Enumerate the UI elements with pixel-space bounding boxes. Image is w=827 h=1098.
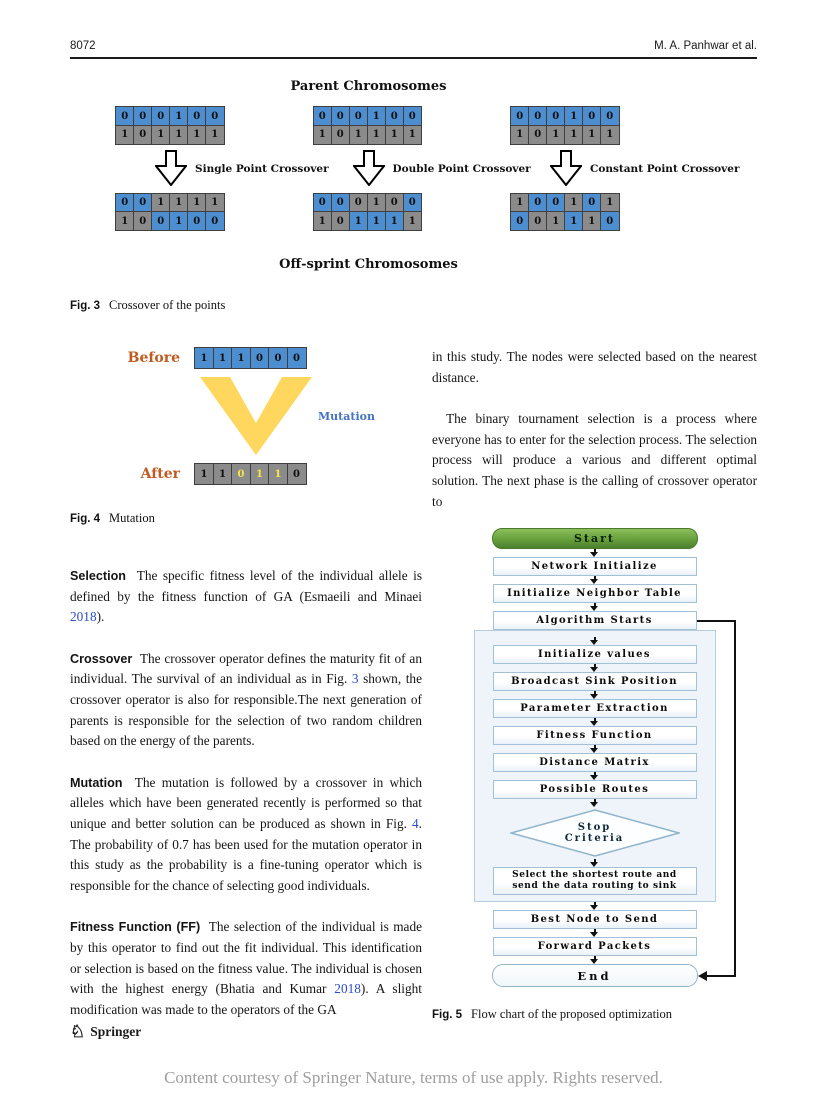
chromosome-row — [115, 106, 225, 126]
body-text: ). — [96, 609, 105, 625]
chromosome-cell: 0 — [115, 193, 135, 213]
crossover-arrow-row — [155, 150, 329, 188]
flowchart-step: Best Node to Send — [493, 910, 697, 929]
chromosome-cell: 1 — [169, 106, 189, 126]
body-text: The mutation is followed by a crossover in which alleles which have been generated recently is performed so that unique and better solution can be produced as shown in Fig. — [70, 774, 422, 831]
two-column-body — [70, 347, 757, 1022]
chromosome-cell: 0 — [582, 106, 602, 126]
chromosome-cell: 1 — [367, 106, 387, 126]
chromosome-cell: 1 — [564, 193, 584, 213]
offspring-chromosomes-table — [510, 193, 620, 232]
body-text: The binary tournament selection is a process where everyone has to enter for the selection process. The selection process will produce a various and different optimal solution. The next phase is the calling of crossover operator to — [432, 411, 757, 509]
figure-5-flowchart — [440, 528, 750, 987]
fig4-after-label: After — [140, 466, 180, 482]
loop-line — [706, 975, 736, 977]
chromosome-cell: 1 — [564, 106, 584, 126]
chromosome-cell: 1 — [205, 125, 225, 145]
section-heading: Crossover — [70, 651, 133, 666]
fig3-top-title: Parent Chromosomes — [290, 79, 447, 94]
chromosome-cell: 0 — [287, 347, 307, 369]
chromosome-row — [115, 193, 225, 213]
chromosome-cell: 1 — [349, 211, 369, 231]
down-arrow-icon — [590, 664, 599, 672]
down-arrow-icon — [590, 902, 599, 910]
chromosome-cell: 0 — [133, 125, 153, 145]
offspring-chromosomes-table — [115, 193, 225, 232]
flowchart-step: Broadcast Sink Position — [493, 672, 697, 691]
flowchart-step: Initialize Neighbor Table — [493, 584, 697, 603]
fig5-caption-label: Fig. 5 — [432, 1009, 463, 1022]
down-arrow-icon — [590, 929, 599, 937]
chromosome-row — [194, 347, 307, 369]
chromosome-cell: 0 — [331, 193, 351, 213]
crossover-group — [115, 106, 329, 231]
down-arrow-icon — [590, 799, 599, 807]
left-column-paragraphs — [70, 566, 422, 1020]
chromosome-cell: 1 — [564, 125, 584, 145]
chromosome-row — [313, 211, 423, 231]
body-text: in this study. The nodes were selected based on the nearest distance. — [432, 349, 757, 385]
block-arrow-down-icon — [353, 150, 385, 186]
chromosome-cell: 0 — [205, 106, 225, 126]
chromosome-row — [313, 125, 423, 145]
fig4-caption — [70, 511, 422, 526]
section-heading: Mutation — [70, 775, 123, 790]
chromosome-row — [115, 211, 225, 231]
chromosome-cell: 0 — [133, 106, 153, 126]
body-text: The selection of the individual is made by this operator to find out the fit individual. This identification or selection is based on the fitness value. The individual is chosen with the highest energy (Bhatia and Kumar — [70, 919, 422, 997]
chromosome-cell: 1 — [564, 211, 584, 231]
down-arrow-icon — [590, 549, 599, 557]
parent-chromosomes-table — [510, 106, 620, 145]
citation-link[interactable]: 2018 — [70, 609, 97, 625]
chromosome-row — [510, 211, 620, 231]
fig4-before-chromosome — [194, 347, 307, 369]
left-column — [70, 347, 422, 1022]
figure-3 — [70, 79, 757, 313]
parent-chromosomes-table — [313, 106, 423, 145]
chromosome-cell: 0 — [600, 211, 620, 231]
chromosome-cell: 1 — [367, 125, 387, 145]
block-arrow-down-icon — [550, 150, 582, 186]
chromosome-cell: 0 — [528, 193, 548, 213]
chromosome-cell: 1 — [546, 125, 566, 145]
body-text: ). A slight modification was made to the operators of the GA — [70, 981, 422, 1017]
chromosome-cell: 0 — [546, 193, 566, 213]
chromosome-cell: 0 — [528, 106, 548, 126]
flowchart-step: Forward Packets — [493, 937, 697, 956]
chromosome-cell: 1 — [169, 211, 189, 231]
chromosome-row — [510, 125, 620, 145]
chromosome-cell: 0 — [313, 106, 333, 126]
flowchart-step: Initialize values — [493, 645, 697, 664]
fig3-caption — [70, 298, 757, 313]
chromosome-cell: 0 — [510, 106, 530, 126]
chromosome-cell: 0 — [546, 106, 566, 126]
chromosome-cell: 0 — [250, 347, 270, 369]
chromosome-cell: 1 — [187, 193, 207, 213]
offspring-chromosomes-table — [313, 193, 423, 232]
fig4-mutation-arrow — [200, 377, 375, 455]
chromosome-cell: 0 — [600, 106, 620, 126]
flowchart-step: Select the shortest route and send the data routing to sink — [493, 867, 697, 895]
chromosome-cell: 0 — [151, 211, 171, 231]
chromosome-cell: 1 — [600, 193, 620, 213]
crossover-type-label: Double Point Crossover — [392, 162, 531, 175]
fig4-after-chromosome — [194, 463, 307, 485]
chromosome-cell: 1 — [385, 211, 405, 231]
chromosome-cell: 0 — [331, 125, 351, 145]
chromosome-row — [510, 193, 620, 213]
down-arrow-icon — [590, 859, 599, 867]
chromosome-cell: 0 — [331, 211, 351, 231]
paragraph — [70, 566, 422, 628]
chromosome-cell: 0 — [268, 347, 288, 369]
fig4-before-row — [70, 347, 422, 369]
chromosome-cell: 1 — [546, 211, 566, 231]
running-authors: M. A. Panhwar et al. — [654, 40, 757, 52]
page-header — [70, 40, 757, 52]
loop-line — [697, 620, 736, 622]
chromosome-cell: 0 — [287, 463, 307, 485]
flowchart-step: Distance Matrix — [493, 753, 697, 772]
publisher-footer — [70, 1023, 757, 1042]
flowchart-step: Parameter Extraction — [493, 699, 697, 718]
paragraph — [432, 347, 757, 388]
chromosome-row — [510, 106, 620, 126]
chromosome-row — [115, 125, 225, 145]
paragraph — [70, 649, 422, 752]
chromosome-cell: 1 — [169, 125, 189, 145]
down-arrow-icon — [590, 956, 599, 964]
chromosome-cell: 1 — [510, 193, 530, 213]
fig3-bottom-title: Off-sprint Chromosomes — [279, 257, 458, 272]
flowchart-step: Network Initialize — [493, 557, 697, 576]
chromosome-cell: 0 — [349, 193, 369, 213]
fig4-mutation-label: Mutation — [318, 409, 375, 423]
section-heading: Fitness Function (FF) — [70, 920, 201, 935]
down-arrow-icon — [590, 691, 599, 699]
paragraph — [432, 409, 757, 512]
chromosome-cell: 0 — [187, 106, 207, 126]
chromosome-cell: 1 — [151, 193, 171, 213]
paragraph — [70, 917, 422, 1020]
chromosome-cell: 0 — [115, 106, 135, 126]
body-text: The specific fitness level of the individual allele is defined by the fitness function of GA (Esmaeili and Minaei — [70, 568, 422, 604]
chromosome-cell: 1 — [349, 125, 369, 145]
crossover-arrow-row — [550, 150, 740, 188]
springer-logo — [70, 1023, 141, 1040]
chromosome-cell: 1 — [367, 211, 387, 231]
down-arrow-icon — [590, 772, 599, 780]
down-arrow-icon — [590, 745, 599, 753]
citation-link[interactable]: 3 — [351, 671, 359, 687]
chromosome-cell: 0 — [205, 211, 225, 231]
chromosome-cell: 1 — [115, 125, 135, 145]
chromosome-cell: 1 — [115, 211, 135, 231]
chromosome-cell: 0 — [349, 106, 369, 126]
chromosome-row — [313, 106, 423, 126]
citation-link[interactable]: 2018 — [334, 981, 361, 997]
crossover-type-label: Single Point Crossover — [195, 162, 329, 175]
chromosome-cell: 1 — [582, 211, 602, 231]
mutation-arrow-icon — [200, 377, 312, 455]
chromosome-cell: 0 — [313, 193, 333, 213]
chromosome-cell: 0 — [231, 463, 251, 485]
chromosome-cell: 0 — [385, 193, 405, 213]
chromosome-cell: 1 — [194, 347, 214, 369]
body-text: The crossover operator defines the maturity fit of an individual. The survival of an individual as in Fig. — [70, 650, 422, 687]
chromosome-cell: 1 — [510, 125, 530, 145]
fig3-crossover-groups — [70, 106, 757, 231]
chromosome-cell: 1 — [194, 463, 214, 485]
chromosome-cell: 1 — [367, 193, 387, 213]
chromosome-row — [313, 193, 423, 213]
flowchart-end: End — [492, 964, 698, 987]
header-rule — [70, 57, 757, 59]
paragraph — [70, 773, 422, 897]
loop-line — [734, 620, 736, 976]
chromosome-cell: 1 — [213, 463, 233, 485]
flowchart-decision — [510, 809, 680, 857]
chromosome-cell: 0 — [133, 193, 153, 213]
chromosome-cell: 0 — [403, 193, 423, 213]
fig5-caption — [432, 1007, 757, 1022]
chromosome-cell: 1 — [151, 125, 171, 145]
chromosome-cell: 1 — [250, 463, 270, 485]
chromosome-cell: 1 — [385, 125, 405, 145]
fig5-caption-text: Flow chart of the proposed optimization — [471, 1007, 673, 1022]
chromosome-cell: 1 — [313, 211, 333, 231]
down-arrow-icon — [590, 637, 599, 645]
crossover-type-label: Constant Point Crossover — [590, 162, 740, 175]
chromosome-cell: 1 — [600, 125, 620, 145]
chromosome-cell: 0 — [385, 106, 405, 126]
fig3-caption-text: Crossover of the points — [109, 298, 226, 312]
springer-logo-icon: ♘ — [70, 1022, 86, 1041]
right-column — [432, 347, 757, 1022]
chromosome-cell: 1 — [403, 125, 423, 145]
down-arrow-icon — [590, 718, 599, 726]
chromosome-cell: 0 — [187, 211, 207, 231]
figure-4 — [70, 347, 422, 526]
chromosome-cell: 0 — [403, 106, 423, 126]
page-number: 8072 — [70, 40, 96, 52]
flowchart-step: Possible Routes — [493, 780, 697, 799]
parent-chromosomes-table — [115, 106, 225, 145]
fig4-after-row — [70, 463, 422, 485]
chromosome-cell: 0 — [510, 211, 530, 231]
flowchart-step: Algorithm Starts — [493, 611, 697, 630]
chromosome-cell: 0 — [133, 211, 153, 231]
loop-arrowhead-icon — [698, 971, 707, 981]
chromosome-cell: 1 — [231, 347, 251, 369]
chromosome-cell: 1 — [187, 125, 207, 145]
chromosome-row — [194, 463, 307, 485]
fig3-caption-label: Fig. 3 — [70, 300, 101, 312]
springer-logo-text: Springer — [90, 1023, 142, 1039]
decision-label: Stop Criteria — [564, 821, 625, 845]
chromosome-cell: 0 — [528, 125, 548, 145]
flowchart-start: Start — [492, 528, 698, 549]
chromosome-cell: 0 — [528, 211, 548, 231]
chromosome-cell: 0 — [331, 106, 351, 126]
chromosome-cell: 1 — [268, 463, 288, 485]
chromosome-cell: 1 — [403, 211, 423, 231]
down-arrow-icon — [590, 603, 599, 611]
fig4-caption-label: Fig. 4 — [70, 513, 101, 525]
body-text: shown, the crossover operator is also for responsible.The next generation of parents is responsible for the selection of two random children based on the energy of the parents. — [70, 671, 422, 749]
chromosome-cell: 1 — [205, 193, 225, 213]
chromosome-cell: 1 — [169, 193, 189, 213]
fig4-caption-text: Mutation — [109, 511, 155, 525]
chromosome-cell: 1 — [313, 125, 333, 145]
section-heading: Selection — [70, 569, 126, 583]
chromosome-cell: 1 — [582, 125, 602, 145]
flowchart-group — [474, 630, 716, 902]
down-arrow-icon — [590, 576, 599, 584]
chromosome-cell: 1 — [213, 347, 233, 369]
fig4-before-label: Before — [127, 350, 180, 366]
flowchart-step: Fitness Function — [493, 726, 697, 745]
chromosome-cell: 0 — [151, 106, 171, 126]
crossover-group — [313, 106, 531, 231]
crossover-arrow-row — [353, 150, 531, 188]
copyright-notice: Content courtesy of Springer Nature, terms of use apply. Rights reserved. — [164, 1068, 663, 1087]
chromosome-cell: 0 — [582, 193, 602, 213]
block-arrow-down-icon — [155, 150, 187, 186]
citation-link[interactable]: 4 — [412, 815, 419, 831]
right-column-paragraphs — [432, 347, 757, 512]
body-text: . The probability of 0.7 has been used for the mutation operator in this study as the probability is a fine-tuning operator which is responsible for the chance of selecting good individuals. — [70, 815, 422, 893]
